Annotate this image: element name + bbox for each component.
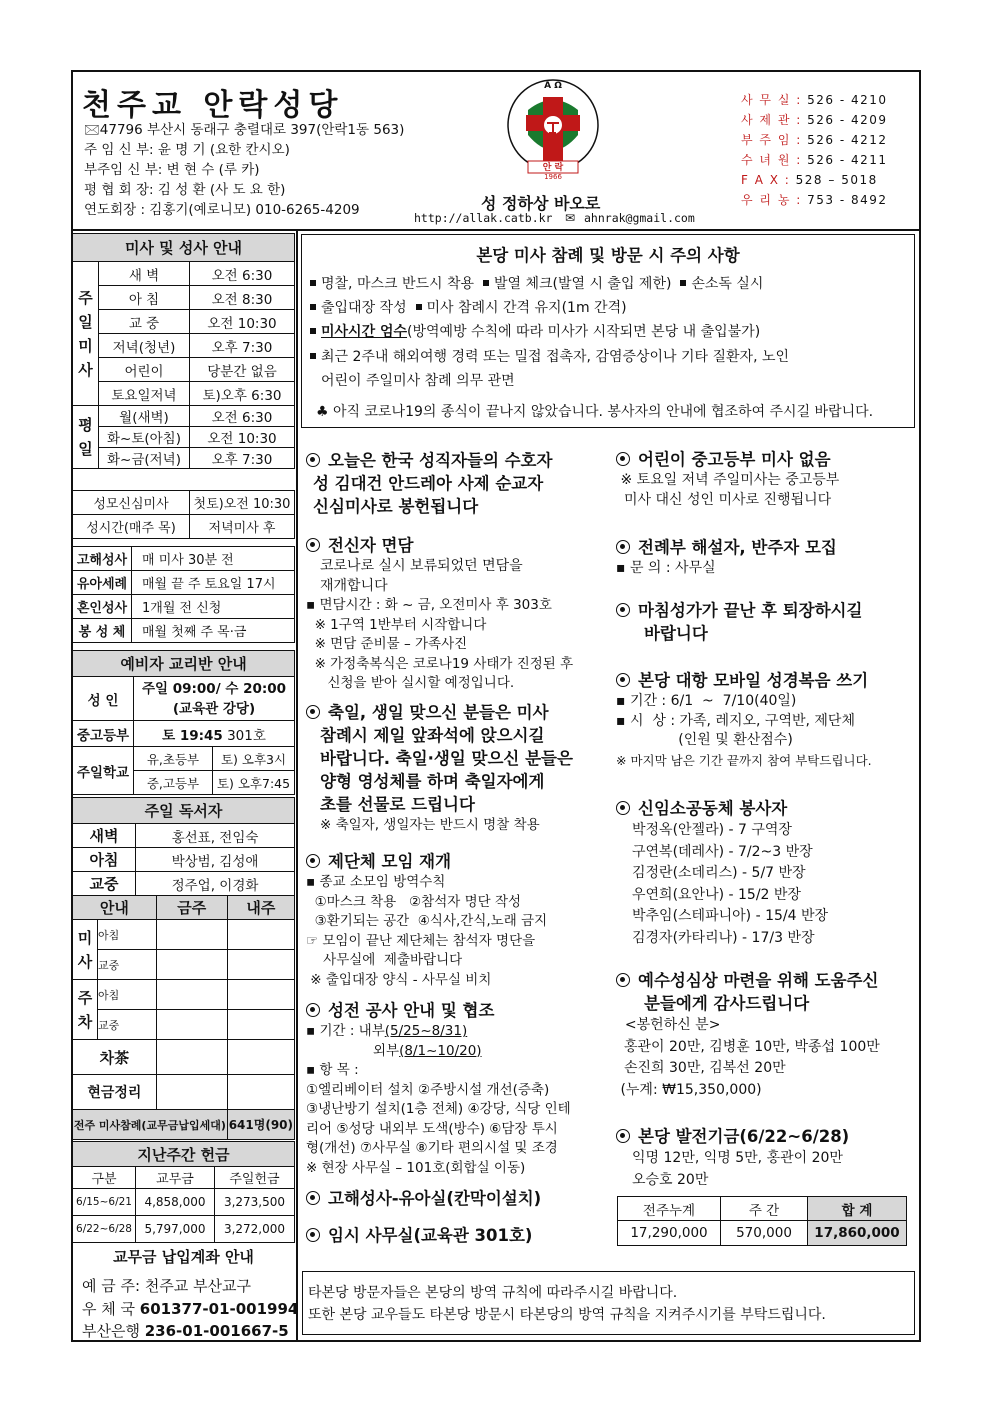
sacrament-value: 매 미사 30분 전 — [132, 547, 295, 571]
offering-sunday: 3,272,000 — [215, 1216, 295, 1243]
parish-title: 천주교 안락성당 — [82, 88, 344, 123]
guide-tea-label: 차茶 — [73, 1040, 157, 1075]
weekday-mass-label: 평 일 — [73, 406, 99, 469]
parish-website[interactable]: http://allak.catb.kr — [414, 211, 553, 225]
reader-names: 박상범, 김성애 — [136, 848, 295, 872]
bullet-icon — [306, 1003, 320, 1017]
section-patron-mass: 오늘은 한국 성직자들의 수호자 성 김대건 안드레아 사제 순교자 신심미사로 봉헌됩니다 — [306, 449, 552, 518]
guide-header-next-week: 내주 — [227, 896, 294, 920]
notice-title: 본당 미사 참례 및 방문 시 주의 사항 — [476, 246, 740, 265]
section-recruit: 전례부 해설자, 반주자 모집 ▪ 문 의 : 사무실 — [616, 538, 837, 576]
offering-title: 지난주간 헌금 — [73, 1142, 295, 1167]
school-time: 토) 오후7:45 — [213, 771, 295, 795]
sacrament-name: 혼인성사 — [73, 595, 132, 619]
fund-header: 주 간 — [721, 1197, 808, 1221]
sacrament-name: 유아세례 — [73, 571, 132, 595]
phone-rectory: 사 제 관 : 526 - 4209 — [741, 113, 888, 127]
email-icon: ✉ — [565, 211, 576, 225]
sacrament-value: 매월 끝 주 토요일 17시 — [132, 571, 295, 595]
devotion-time: 첫토)오전 10:30 — [190, 491, 295, 515]
weekday-mass-time: 오후 7:30 — [190, 448, 295, 469]
bullet-icon — [306, 854, 320, 868]
middle-class-time: 토 19:45 301호 — [134, 721, 295, 747]
section-development-fund: 본당 발전기금(6/22~6/28) 익명 12만, 익명 5만, 홍관이 20만 오승호 20만 — [616, 1125, 849, 1191]
guide-table — [72, 895, 295, 1140]
school-group: 유,초등부 — [134, 747, 213, 771]
notice-line: 최근 2주내 해외여행 경력 또는 밀접 접촉자, 감염증상이나 기타 질환자, 노인 — [310, 345, 789, 369]
notice-line: 출입대장 작성 미사 참례시 간격 유지(1m 간격) — [310, 296, 627, 320]
account-bank: 부산은행 236-01-001667-5 — [82, 1322, 289, 1340]
section-group-meetings: 제단체 모임 재개 ▪ 종교 소모임 방역수칙 ①마스크 착용 ②참석자 명단 작성 ③환기되는 공간 ④식사,간식,노래 금지 ☞ 모임이 끝난 제단체는 참석자 명단을 사무실에 제출바랍니다 ※ 출입대장 양식 - 사무실 비치 — [306, 852, 548, 988]
fund-weekly: 570,000 — [721, 1221, 808, 1246]
phone-list — [741, 90, 888, 210]
offering-table — [72, 1141, 295, 1243]
bullet-icon — [306, 538, 320, 552]
guide-header: 안내 — [73, 896, 157, 920]
weekday-mass-time: 오전 6:30 — [190, 406, 295, 427]
parish-logo — [498, 75, 608, 185]
bullet-icon — [616, 540, 630, 554]
notice-line: 어린이 주일미사 참례 의무 관면 — [321, 373, 515, 389]
sacrament-value: 1개월 전 신청 — [132, 595, 295, 619]
offering-period: 6/15~6/21 — [73, 1189, 136, 1216]
reader-mass: 교중 — [73, 872, 136, 896]
sunday-mass-name: 새 벽 — [99, 262, 190, 286]
sunday-mass-name: 교 중 — [99, 310, 190, 334]
sunday-mass-time: 오전 6:30 — [190, 262, 295, 286]
fund-header: 전주누계 — [618, 1197, 721, 1221]
bullet-icon — [306, 453, 320, 467]
guide-cell — [156, 950, 227, 980]
section-community-volunteers: 신임소공동체 봉사자 박정옥(안젤라) - 7 구역장 구연복(데레사) - 7/2~3 반장 김정란(소데리스) - 5/7 반장 우연희(요안나) - 15/2 반장 박추임(스테파니아) - 15/4 반장 김경자(카타리나) - 17/3 반장 — [616, 797, 828, 949]
weekday-mass-name: 화~금(저녁) — [99, 448, 190, 469]
logo-year: 1966 — [544, 173, 562, 181]
guide-cell — [156, 920, 227, 950]
offering-dues: 4,858,000 — [136, 1189, 215, 1216]
offering-header: 구분 — [73, 1167, 136, 1189]
devotion-name: 성시간(매주 목) — [73, 515, 190, 539]
guide-parking-label: 주 차 — [73, 980, 98, 1040]
offering-dues: 5,797,000 — [136, 1216, 215, 1243]
fund-header-total: 합 계 — [808, 1197, 907, 1221]
sunday-mass-label: 주 일 미 사 — [73, 262, 99, 406]
attendance-value: 641명(90) — [227, 1110, 294, 1140]
guide-cell — [227, 1010, 294, 1040]
guide-header-this-week: 금주 — [156, 896, 227, 920]
notice-line: 미사시간 엄수(방역예방 수칙에 따라 미사가 시작되면 본당 내 출입불가) — [310, 320, 760, 344]
section-interview: 전신자 면담 코로나로 실시 보류되었던 면담을 재개합니다 ▪ 면담시간 : 화 ~ 금, 오전미사 후 303호 ※ 1구역 1반부터 시작합니다 ※ 면담 준비물 – 가족사진 ※ 가정축복식은 코로나19 사태가 진정된 후 신청을 받아 실시할 예정입니다. — [306, 536, 574, 691]
sunday-mass-name: 토요일저녁 — [99, 382, 190, 406]
section-feast-day: 축일, 생일 맞으신 분들은 미사 참례시 제일 앞좌석에 앉으시길 바랍니다. 축일·생일 맞으신 분들은 양형 영성체를 하며 축일자에게 초를 선물로 드립니다 ※ 축일자, 생일자는 반드시 명찰 착용 — [306, 701, 573, 836]
guide-mass-label: 미 사 — [73, 920, 98, 980]
reader-names: 정주업, 이경화 — [136, 872, 295, 896]
account-title: 교무금 납입계좌 안내 — [113, 1248, 254, 1266]
guide-cell — [227, 1075, 294, 1110]
middle-class-label: 중고등부 — [73, 721, 134, 747]
logo-parish-name: 안 락 — [542, 163, 564, 173]
school-time: 토) 오후3시 — [213, 747, 295, 771]
guide-cash-label: 현금정리 — [73, 1075, 157, 1110]
header-divider — [71, 229, 921, 231]
visitor-notice-line: 또한 본당 교우들도 타본당 방문시 타본당의 방역 규칙을 지켜주시기를 부탁드립니다. — [308, 1307, 826, 1323]
logo-alpha-omega: A Ω — [544, 81, 562, 91]
section-bible-writing: 본당 대항 모바일 성경복음 쓰기 ▪ 기간 : 6/1 ~ 7/10(40일) ▪ 시 상 : 가족, 레지오, 구역반, 제단체 (인원 및 환산점수) ※ 마지막 남은 기간 끝까지 참여 부탁드립니다. — [616, 671, 872, 768]
yeondo-president-line: 연도회장 : 김홍기(예로니모) 010-6265-4209 — [84, 202, 360, 218]
guide-cell — [156, 980, 227, 1010]
section-no-children-mass: 어린이 중고등부 미사 없음 ※ 토요일 저녁 주일미사는 중고등부 미사 대신 성인 미사로 진행됩니다 — [616, 450, 840, 508]
notice-closing: ♣ 아직 코로나19의 종식이 끝나지 않았습니다. 봉사자의 안내에 협조하여 주시길 바랍니다. — [316, 404, 874, 420]
readers-table — [72, 797, 295, 896]
sunday-school-label: 주일학교 — [73, 747, 134, 795]
section-construction: 성전 공사 안내 및 협조 ▪ 기간 : 내부(5/25~8/31) 외부(8/1~10/20) ▪ 항 목 : ①엘리베이터 설치 ②주방시설 개선(증축) ③냉난방기 설치(1층 전체) ④강당, 식당 인테 리어 ⑤성당 내외부 도색(방수) ⑥담장 투시 형(개선) ⑦사무실 ⑧기타 편의시설 및 조경 ※ 현장 사무실 – 101호(회합실 이동) — [306, 1001, 571, 1176]
account-holder: 예 금 주: 천주교 부산교구 — [82, 1277, 252, 1295]
bullet-icon — [616, 673, 630, 687]
sunday-mass-time: 토)오후 6:30 — [190, 382, 295, 406]
bullet-icon — [306, 1191, 320, 1205]
weekday-mass-name: 월(새벽) — [99, 406, 190, 427]
offering-period: 6/22~6/28 — [73, 1216, 136, 1243]
section-sacred-heart-thanks: 예수성심상 마련을 위해 도움주신 분들에게 감사드립니다 <봉헌하신 분> 홍관이 20만, 김병훈 10만, 박종섭 100만 손진희 30만, 김복선 20만 (누계: ₩15,350,000) — [616, 971, 880, 1098]
adult-class-label: 성 인 — [73, 677, 134, 721]
phone-office: 사 무 실 : 526 - 4210 — [741, 93, 888, 107]
bullet-icon — [616, 801, 630, 815]
offering-sunday: 3,273,500 — [215, 1189, 295, 1216]
patron-saint: 성 정하상 바오로 — [481, 194, 601, 213]
council-president-line: 평 협 회 장: 김 성 환 (사 도 요 한) — [84, 182, 286, 198]
readers-title: 주일 독서자 — [73, 798, 295, 824]
guide-cell — [227, 950, 294, 980]
phone-assistant: 부 주 임 : 526 - 4212 — [741, 133, 888, 147]
offering-header: 주일헌금 — [215, 1167, 295, 1189]
phone-urinong: 우 리 농 : 753 - 8492 — [741, 193, 888, 207]
guide-cell — [156, 1040, 227, 1075]
bullet-icon — [306, 705, 320, 719]
sacrament-value: 매월 첫째 주 목·금 — [132, 619, 295, 643]
devotion-table — [72, 490, 295, 539]
guide-cell — [156, 1010, 227, 1040]
sacrament-table — [72, 546, 295, 643]
guide-sub-main: 교중 — [98, 1010, 157, 1040]
sunday-mass-name: 저녁(청년) — [99, 334, 190, 358]
guide-sub-dawn: 아침 — [98, 980, 157, 1010]
weekday-mass-time: 오전 10:30 — [190, 427, 295, 448]
fund-grand-total: 17,860,000 — [808, 1221, 907, 1246]
reader-mass: 새벽 — [73, 824, 136, 848]
sacrament-name: 봉 성 체 — [73, 619, 132, 643]
weekday-mass-name: 화~토(아침) — [99, 427, 190, 448]
account-post: 우 체 국 601377-01-001994 — [82, 1300, 299, 1318]
guide-sub-main: 교중 — [98, 950, 157, 980]
parish-email[interactable]: ahnrak@gmail.com — [584, 211, 695, 225]
pastor-line: 주 임 신 부: 윤 명 기 (요한 칸시오) — [84, 142, 290, 158]
devotion-time: 저녁미사 후 — [190, 515, 295, 539]
phone-fax: F A X : 528 – 5018 — [741, 173, 878, 187]
guide-cell — [227, 1040, 294, 1075]
sacrament-name: 고해성사 — [73, 547, 132, 571]
bullet-icon — [616, 1129, 630, 1143]
section-temp-office: 임시 사무실(교육관 301호) — [306, 1224, 532, 1247]
guide-sub-dawn: 아침 — [98, 920, 157, 950]
bullet-icon — [306, 1228, 320, 1242]
attendance-label: 전주 미사참례(교무금납입세대) — [73, 1110, 228, 1140]
fund-previous-total: 17,290,000 — [618, 1221, 721, 1246]
section-confession-room: 고해성사-유아실(칸막이설치) — [306, 1187, 541, 1210]
notice-line: 명찰, 마스크 반드시 착용 발열 체크(발열 시 출입 제한) 손소독 실시 — [310, 272, 763, 296]
phone-convent: 수 녀 원 : 526 - 4211 — [741, 153, 888, 167]
mass-section-title: 미사 및 성사 안내 — [73, 234, 295, 262]
sunday-mass-time: 당분간 없음 — [190, 358, 295, 382]
guide-cell — [227, 920, 294, 950]
adult-class-time: 주일 09:00/ 수 20:00 (교육관 강당) — [134, 677, 295, 721]
sunday-mass-name: 아 침 — [99, 286, 190, 310]
mass-schedule-table — [72, 233, 295, 469]
school-group: 중,고등부 — [134, 771, 213, 795]
bullet-icon — [616, 603, 630, 617]
sunday-mass-time: 오후 7:30 — [190, 334, 295, 358]
column-divider — [296, 229, 298, 1342]
reader-names: 홍선표, 전임숙 — [136, 824, 295, 848]
sunday-mass-name: 어린이 — [99, 358, 190, 382]
catechumen-title: 예비자 교리반 안내 — [73, 651, 295, 677]
catechumen-table — [72, 650, 295, 795]
guide-cell — [227, 980, 294, 1010]
parish-address: 🖂47796 부산시 동래구 충렬대로 397(안락1동 563) — [84, 122, 405, 138]
devotion-name: 성모신심미사 — [73, 491, 190, 515]
reader-mass: 아침 — [73, 848, 136, 872]
sunday-mass-time: 오전 10:30 — [190, 310, 295, 334]
section-closing-hymn: 마침성가가 끝난 후 퇴장하시길 바랍니다 — [616, 599, 862, 645]
guide-cell — [156, 1075, 227, 1110]
fund-total-table — [617, 1196, 907, 1246]
visitor-notice-line: 타본당 방문자들은 본당의 방역 규칙에 따라주시길 바랍니다. — [308, 1285, 678, 1301]
offering-header: 교무금 — [136, 1167, 215, 1189]
sunday-mass-time: 오전 8:30 — [190, 286, 295, 310]
bullet-icon — [616, 452, 630, 466]
bullet-icon — [616, 973, 630, 987]
assistant-pastor-line: 부주임 신 부: 변 현 수 (루 카) — [84, 162, 260, 178]
